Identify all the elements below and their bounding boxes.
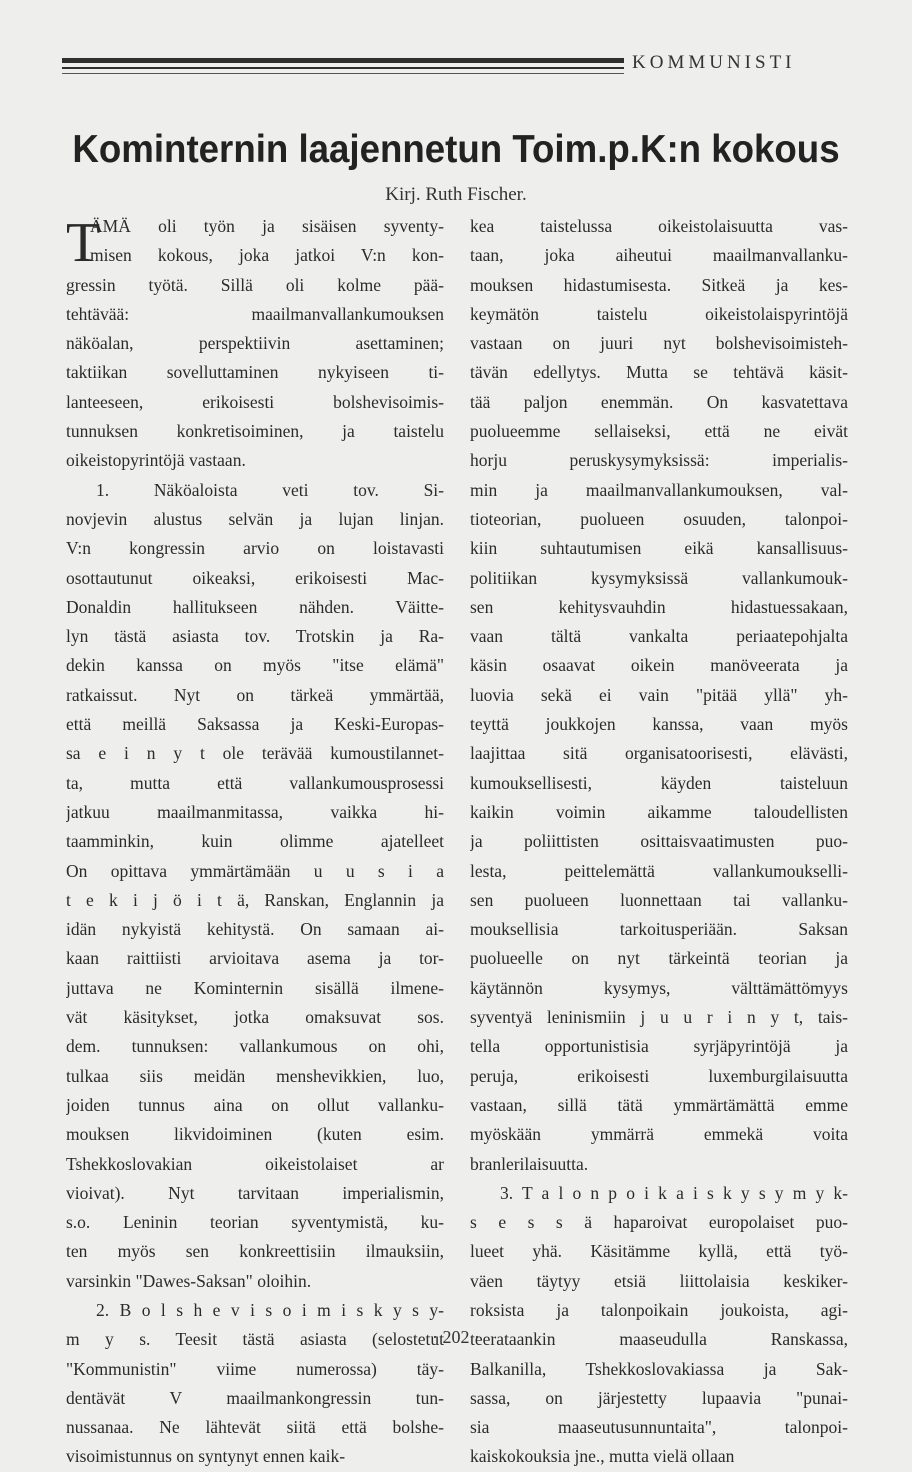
- text-line: [66, 1003, 444, 1032]
- text-line-content: kumouksellisesti, käyden taisteluun: [470, 772, 848, 793]
- text-line: [470, 769, 848, 798]
- article-byline: Kirj. Ruth Fischer.: [385, 184, 527, 205]
- text-line-content: syventyä leninismiin j u u r i n y t, tais-: [470, 1007, 848, 1028]
- text-line: [470, 358, 848, 387]
- text-line-content: ÄMÄ oli työn ja sisäisen syventy-: [90, 216, 444, 236]
- text-line: [470, 974, 848, 1003]
- header-rule: [62, 73, 624, 74]
- text-line: [470, 886, 848, 915]
- text-line: [66, 358, 444, 387]
- text-line-content: mouksen hidastumisesta. Sitkeä ja kes-: [470, 274, 848, 295]
- text-line: [470, 593, 848, 622]
- text-line-content: ten myös sen konkreettisiin ilmauksiin,: [66, 1241, 444, 1262]
- right-column: [470, 212, 848, 1472]
- text-line: [66, 593, 444, 622]
- text-line: [470, 710, 848, 739]
- text-line-content: gressin työtä. Sillä oli kolme pää-: [66, 274, 444, 295]
- text-line-content: Tshekkoslovakian oikeistolaiset ar: [66, 1153, 444, 1174]
- text-line: [470, 476, 848, 505]
- text-line-content: tävän edellytys. Mutta se tehtävä käsit-: [470, 362, 848, 383]
- text-line-content: vastaan, sillä tätä ymmärtämättä emme: [470, 1094, 848, 1115]
- text-line: [66, 271, 444, 300]
- text-line-content: branlerilaisuutta.: [470, 1153, 589, 1174]
- text-line: [66, 1120, 444, 1149]
- text-line: [470, 1150, 848, 1179]
- text-line-content: myöskään ymmärrä emmekä voita: [470, 1124, 848, 1145]
- text-line-content: visoimistunnus on syntynyt ennen kaik-: [66, 1446, 346, 1467]
- text-line: [470, 241, 848, 270]
- text-line: [66, 651, 444, 680]
- text-line-content: ja poliittisten osittaisvaatimusten puo-: [470, 831, 848, 852]
- text-line: [66, 388, 444, 417]
- text-line: [66, 476, 444, 505]
- header-rule: [62, 58, 624, 63]
- text-line-content: käytännön kysymys, välttämättömyys: [470, 977, 848, 998]
- text-line-content: että meillä Saksassa ja Keski-Europas-: [66, 714, 444, 735]
- running-head: KOMMUNISTI: [632, 52, 796, 73]
- text-line-content: tunnuksen konkretisoiminen, ja taistelu: [66, 421, 444, 442]
- text-line-content: idän nykyistä kehitystä. On samaan ai-: [66, 919, 444, 940]
- text-line: [66, 827, 444, 856]
- text-line: [66, 446, 444, 475]
- text-line: [470, 857, 848, 886]
- text-line: [470, 1120, 848, 1149]
- text-line-content: mouksen likvidoiminen (kuten esim.: [66, 1124, 444, 1145]
- text-line: [66, 329, 444, 358]
- text-line-content: joiden tunnus aina on ollut vallanku-: [66, 1094, 444, 1115]
- text-line: [66, 241, 444, 270]
- text-line-content: V:n kongressin arvio on loistavasti: [66, 538, 444, 559]
- text-line-content: tioteorian, puolueen osuuden, talonpoi-: [470, 508, 848, 529]
- text-line-content: ratkaissut. Nyt on tärkeä ymmärtää,: [66, 684, 444, 705]
- text-line-content: novjevin alustus selvän ja lujan linjan.: [66, 508, 444, 529]
- text-line: [470, 1384, 848, 1413]
- text-line-content: varsinkin "Dawes-Saksan" oloihin.: [66, 1270, 312, 1291]
- text-line: [66, 798, 444, 827]
- text-line: [470, 915, 848, 944]
- text-line: [470, 1296, 848, 1325]
- text-line: [470, 505, 848, 534]
- text-line: [470, 417, 848, 446]
- text-line: [470, 300, 848, 329]
- text-line-content: kaiskokouksia jne., mutta vielä ollaan: [470, 1446, 735, 1467]
- text-line: [66, 1442, 444, 1471]
- text-line-content: ta, mutta että vallankumousprosessi: [66, 772, 444, 793]
- text-line-content: keymätön taistelu oikeistolaispyrintöjä: [470, 303, 848, 324]
- text-line-content: lanteeseen, erikoisesti bolshevisoimis-: [66, 391, 444, 412]
- text-line: [66, 1296, 444, 1325]
- text-line-content: "Kommunistin" viime numerossa) täy-: [66, 1358, 444, 1379]
- text-line-content: dem. tunnuksen: vallankumous on ohi,: [66, 1036, 444, 1057]
- text-line: [66, 710, 444, 739]
- left-column: [66, 212, 444, 1472]
- text-line-content: taktiikan sovelluttaminen nykyiseen ti-: [66, 362, 444, 383]
- text-line-content: teyttä joukkojen kanssa, vaan myös: [470, 714, 848, 735]
- text-line: [470, 564, 848, 593]
- text-line: [66, 974, 444, 1003]
- text-line-content: sassa, on järjestetty lupaavia "punai-: [470, 1387, 848, 1408]
- text-line-content: politiikan kysymyksissä vallankumouk-: [470, 567, 848, 588]
- header-rule: [62, 67, 624, 69]
- text-line-content: s e s s ä haparoivat europolaiset puo-: [470, 1212, 848, 1233]
- text-line: [66, 739, 444, 768]
- text-line-content: roksista ja talonpoikain joukoista, agi-: [470, 1299, 848, 1320]
- text-line-content: tella opportunistisia syrjäpyrintöjä ja: [470, 1036, 848, 1057]
- text-line: [66, 300, 444, 329]
- text-line: [470, 1355, 848, 1384]
- text-line-content: misen kokous, joka jatkoi V:n kon-: [90, 245, 444, 266]
- text-line-content: horju peruskysymyksissä: imperialis-: [470, 450, 848, 471]
- text-line: [470, 739, 848, 768]
- text-line: [66, 1179, 444, 1208]
- text-line: [66, 886, 444, 915]
- text-line: [470, 271, 848, 300]
- text-line-content: tulkaa siis meidän menshevikkien, luo,: [66, 1065, 444, 1086]
- text-line-content: vioivat). Nyt tarvitaan imperialismin,: [66, 1182, 444, 1203]
- text-line-content: taan, joka aiheutui maailmanvallanku-: [470, 245, 848, 266]
- text-line: [470, 1267, 848, 1296]
- text-line-content: 2. B o l s h e v i s o i m i s k y s y-: [96, 1299, 444, 1320]
- text-line-content: t e k i j ö i t ä, Ranskan, Englannin ja: [66, 889, 444, 910]
- text-line-content: tehtävää: maailmanvallankumouksen: [66, 303, 444, 324]
- text-line: [470, 798, 848, 827]
- text-line-content: kaan raittiisti arvioitava asema ja tor-: [66, 948, 444, 969]
- text-line: [470, 329, 848, 358]
- text-line-content: kiin suhtautumisen eikä kansallisuus-: [470, 538, 848, 559]
- text-line: [470, 388, 848, 417]
- text-line-content: sia maaseutusunnuntaita", talonpoi-: [470, 1417, 848, 1438]
- text-line-content: vaan tältä vankalta periaatepohjalta: [470, 626, 848, 647]
- text-line-content: lyn tästä asiasta tov. Trotskin ja Ra-: [66, 626, 444, 647]
- text-line-content: peruja, erikoisesti luxemburgilaisuutta: [470, 1065, 848, 1086]
- text-line: [66, 564, 444, 593]
- text-line-content: juttava ne Kominternin sisällä ilmene-: [66, 977, 444, 998]
- text-line: [470, 1032, 848, 1061]
- text-line: [66, 1237, 444, 1266]
- text-line: [66, 1091, 444, 1120]
- text-line: [470, 827, 848, 856]
- text-line-content: mouksellisia tarkoitusperiään. Saksan: [470, 919, 848, 940]
- text-line: [470, 1091, 848, 1120]
- text-line-content: 3. T a l o n p o i k a i s k y s y m y k-: [500, 1182, 848, 1203]
- article-title: Kominternin laajennetun Toim.p.K:n kokous: [72, 128, 840, 171]
- text-line: [470, 1179, 848, 1208]
- text-line: [66, 212, 444, 241]
- text-line-content: sen kehitysvauhdin hidastuessakaan,: [470, 596, 848, 617]
- text-line: [66, 915, 444, 944]
- text-line: [66, 1413, 444, 1442]
- text-line: [66, 1384, 444, 1413]
- text-line: [66, 417, 444, 446]
- text-line-content: dekin kanssa on myös "itse elämä": [66, 655, 444, 676]
- text-line-content: teerataankin maaseudulla Ranskassa,: [470, 1329, 848, 1350]
- text-line: [66, 944, 444, 973]
- text-line-content: min ja maailmanvallankumouksen, val-: [470, 479, 848, 500]
- drop-cap: T: [66, 212, 101, 274]
- text-line: [66, 769, 444, 798]
- text-line: [470, 1442, 848, 1471]
- text-line-content: puolueemme sellaiseksi, että ne eivät: [470, 421, 848, 442]
- text-line: [66, 1150, 444, 1179]
- text-line: [470, 446, 848, 475]
- text-line-content: vät käsitykset, jotka omaksuvat sos.: [66, 1007, 444, 1028]
- text-line-content: puolueelle on nyt tärkeintä teorian ja: [470, 948, 848, 969]
- text-line: [66, 1355, 444, 1384]
- text-line: [470, 1208, 848, 1237]
- text-line-content: lesta, peittelemättä vallankumoukselli-: [470, 860, 848, 881]
- text-line: [470, 1413, 848, 1442]
- text-line-content: jatkuu maailmanmitassa, vaikka hi-: [66, 801, 444, 822]
- text-line: [470, 944, 848, 973]
- text-line-content: vastaan on juuri nyt bolshevisoimisteh-: [470, 333, 848, 354]
- text-line-content: dentävät V maailmankongressin tun-: [66, 1387, 444, 1408]
- text-line-content: Donaldin hallitukseen nähden. Väitte-: [66, 596, 444, 617]
- text-line-content: lueet yhä. Käsitämme kyllä, että työ-: [470, 1241, 848, 1262]
- text-line: [66, 622, 444, 651]
- text-line: [470, 651, 848, 680]
- text-line: [470, 1237, 848, 1266]
- text-line-content: näköalan, perspektiivin asettaminen;: [66, 333, 444, 354]
- text-line-content: käsin osaavat oikein manöveerata ja: [470, 655, 848, 676]
- text-line: [470, 681, 848, 710]
- page-number: · 202 ·: [432, 1327, 480, 1347]
- text-line-content: kea taistelussa oikeistolaisuutta vas-: [470, 216, 848, 236]
- text-line: [66, 1062, 444, 1091]
- text-line-content: Balkanilla, Tshekkoslovakiassa ja Sak-: [470, 1358, 848, 1379]
- text-line: [66, 534, 444, 563]
- text-line: [66, 505, 444, 534]
- text-line-content: s.o. Leninin teorian syventymistä, ku-: [66, 1212, 444, 1233]
- text-line: [470, 212, 848, 241]
- text-line-content: tää paljon enemmän. On kasvatettava: [470, 391, 848, 412]
- text-line: [66, 857, 444, 886]
- text-line: [66, 1032, 444, 1061]
- text-line: [470, 622, 848, 651]
- text-line-content: kaikin voimin aikamme taloudellisten: [470, 801, 848, 822]
- text-line-content: On opittava ymmärtämään u u s i a: [66, 860, 444, 881]
- text-line-content: sa e i n y t ole terävää kumoustilannet-: [66, 743, 444, 764]
- text-line-content: väen täytyy etsiä liittolaisia keskiker-: [470, 1270, 848, 1291]
- text-line-content: m y s. Teesit tästä asiasta (selostetut: [66, 1329, 444, 1350]
- text-line-content: luovia sekä ei vain "pitää yllä" yh-: [470, 684, 848, 705]
- text-line-content: oikeistopyrintöjä vastaan.: [66, 450, 246, 471]
- text-line: [66, 681, 444, 710]
- text-line-content: osottautunut oikeaksi, erikoisesti Mac-: [66, 567, 444, 588]
- text-line: [66, 1208, 444, 1237]
- text-line-content: taamminkin, kuin olimme ajatelleet: [66, 831, 444, 852]
- text-line-content: laajittaa sitä organisatoorisesti, elävästi,: [470, 743, 848, 764]
- text-line: [470, 534, 848, 563]
- text-line: [470, 1003, 848, 1032]
- text-line: [66, 1267, 444, 1296]
- text-line: [470, 1062, 848, 1091]
- text-line-content: nussanaa. Ne lähtevät siitä että bolshe-: [66, 1417, 444, 1438]
- text-line-content: 1. Näköaloista veti tov. Si-: [96, 479, 444, 500]
- text-line-content: sen puolueen luonnettaan tai vallanku-: [470, 889, 848, 910]
